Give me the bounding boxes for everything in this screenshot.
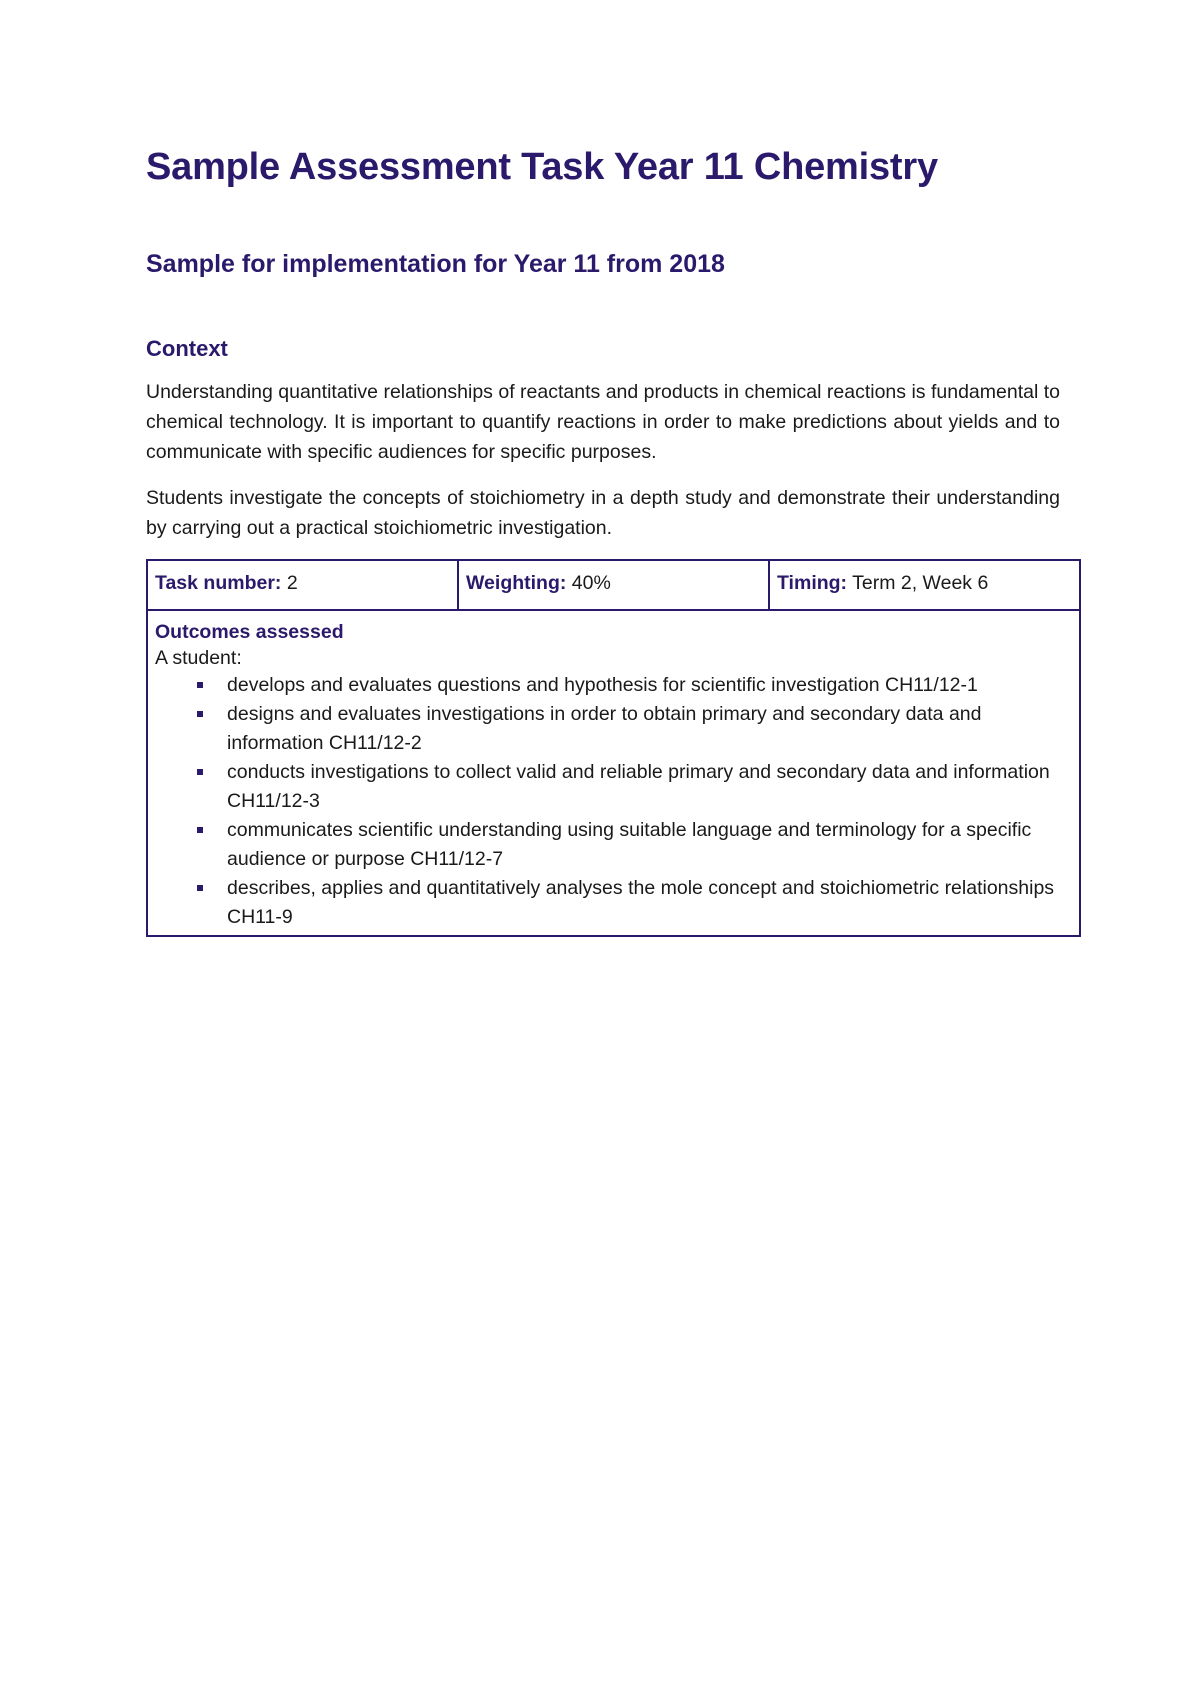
outcome-text: describes, applies and quantitatively analyses the mole concept and stoichiometric relationships CH11-9 bbox=[227, 877, 1055, 928]
outcomes-list bbox=[155, 671, 1079, 932]
weighting-cell bbox=[457, 561, 768, 609]
outcome-text: develops and evaluates questions and hypothesis for scientific investigation CH11/12-1 bbox=[227, 674, 978, 696]
task-number-label: Task number: bbox=[155, 572, 282, 594]
context-heading: Context bbox=[146, 336, 228, 361]
square-bullet-icon bbox=[197, 885, 203, 891]
outcomes-cell bbox=[148, 611, 1079, 932]
timing-value: Term 2, Week 6 bbox=[847, 572, 989, 594]
list-item bbox=[155, 671, 1079, 700]
timing-label: Timing: bbox=[777, 572, 848, 594]
document-subtitle: Sample for implementation for Year 11 from 2018 bbox=[146, 250, 725, 278]
square-bullet-icon bbox=[197, 827, 203, 833]
weighting-value: 40% bbox=[566, 572, 611, 594]
task-details-table bbox=[146, 559, 1081, 937]
outcomes-intro: A student: bbox=[155, 647, 242, 669]
context-paragraph-1: Understanding quantitative relationships of reactants and products in chemical reactions is fundamental to chemical technology. It is important to quantify reactions in order to make predictions about yields and to communicate with specific audiences for specific purposes. bbox=[146, 381, 1060, 463]
document-title: Sample Assessment Task Year 11 Chemistry bbox=[146, 146, 938, 188]
outcome-text: communicates scientific understanding using suitable language and terminology for a specific audience or purpose CH11/12-7 bbox=[227, 819, 1032, 870]
weighting-label: Weighting: bbox=[466, 572, 567, 594]
list-item bbox=[155, 700, 1079, 758]
task-summary-row bbox=[148, 561, 1079, 611]
outcome-text: designs and evaluates investigations in order to obtain primary and secondary data and information CH11/12-2 bbox=[227, 703, 982, 754]
task-number-cell bbox=[148, 561, 457, 609]
outcomes-heading: Outcomes assessed bbox=[155, 621, 344, 643]
square-bullet-icon bbox=[197, 769, 203, 775]
list-item bbox=[155, 816, 1079, 874]
square-bullet-icon bbox=[197, 711, 203, 717]
task-number-value: 2 bbox=[281, 572, 298, 594]
list-item bbox=[155, 758, 1079, 816]
list-item bbox=[155, 874, 1079, 932]
context-paragraph-2: Students investigate the concepts of stoichiometry in a depth study and demonstrate their understanding by carrying out a practical stoichiometric investigation. bbox=[146, 487, 1060, 539]
square-bullet-icon bbox=[197, 682, 203, 688]
outcome-text: conducts investigations to collect valid and reliable primary and secondary data and information CH11/12-3 bbox=[227, 761, 1050, 812]
timing-cell bbox=[768, 561, 1079, 609]
